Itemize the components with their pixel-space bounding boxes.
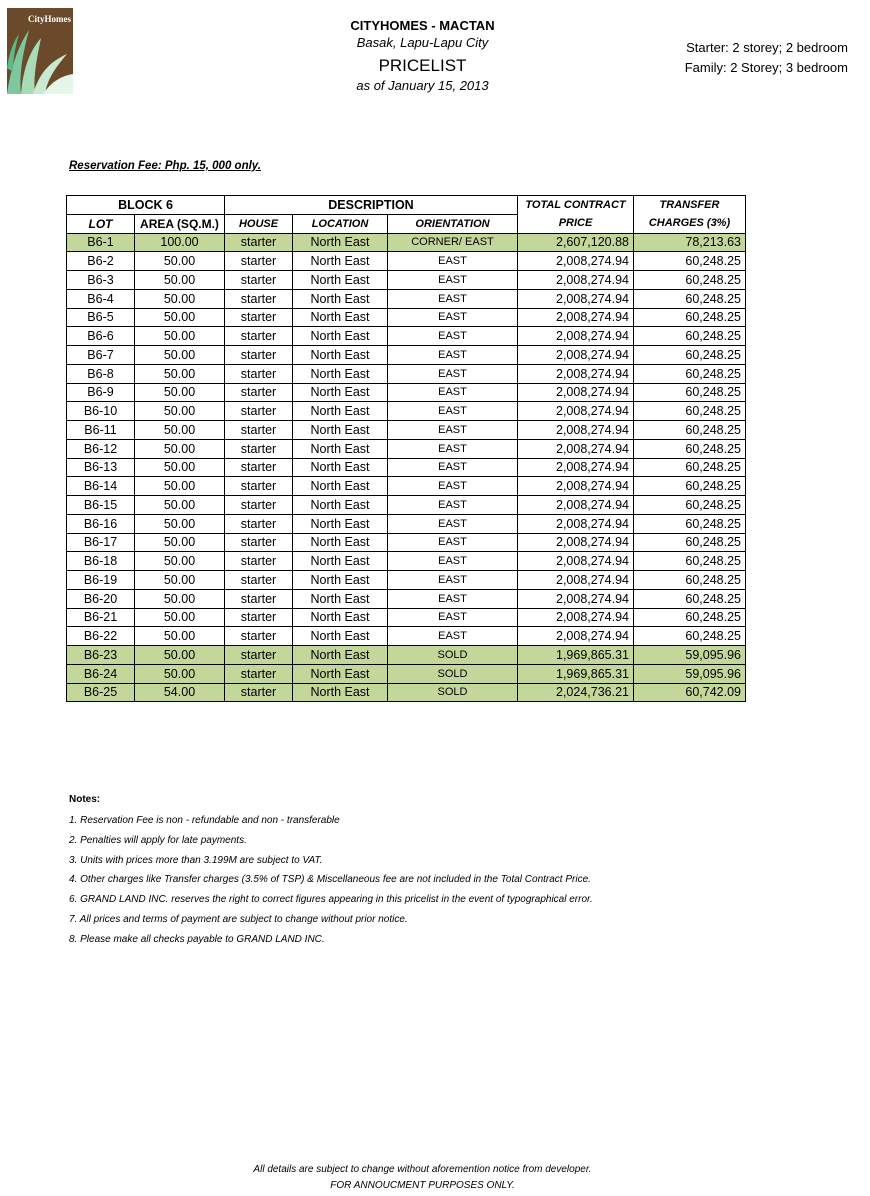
table-row xyxy=(67,421,746,440)
house-cell: starter xyxy=(225,346,293,365)
area-cell: 50.00 xyxy=(135,271,225,290)
total-contract-price-cell: 2,008,274.94 xyxy=(518,458,634,477)
transfer-charges-cell: 60,248.25 xyxy=(634,552,746,571)
lot-cell: B6-6 xyxy=(67,327,135,346)
orientation-cell: EAST xyxy=(388,289,518,308)
pricelist-table xyxy=(66,195,746,702)
table-row xyxy=(67,252,746,271)
house-cell: starter xyxy=(225,552,293,571)
reservation-fee: Reservation Fee: Php. 15, 000 only. xyxy=(69,160,261,172)
lot-cell: B6-20 xyxy=(67,589,135,608)
orientation-cell: EAST xyxy=(388,271,518,290)
company-name: CITYHOMES - MACTAN xyxy=(350,18,495,33)
house-cell: starter xyxy=(225,402,293,421)
area-cell: 50.00 xyxy=(135,627,225,646)
orientation-cell: EAST xyxy=(388,571,518,590)
total-contract-price-cell: 2,008,274.94 xyxy=(518,308,634,327)
orientation-cell: SOLD xyxy=(388,646,518,665)
orientation-cell: EAST xyxy=(388,346,518,365)
house-cell: starter xyxy=(225,683,293,702)
table-body xyxy=(67,233,746,702)
house-cell: starter xyxy=(225,439,293,458)
table-row xyxy=(67,627,746,646)
total-contract-price-cell: 2,607,120.88 xyxy=(518,233,634,252)
lot-cell: B6-3 xyxy=(67,271,135,290)
tcp-header-line-1: TOTAL CONTRACT xyxy=(525,199,626,212)
total-contract-price-cell: 1,969,865.31 xyxy=(518,646,634,665)
orientation-cell: EAST xyxy=(388,364,518,383)
col-location: LOCATION xyxy=(293,214,388,233)
transfer-charges-cell: 60,248.25 xyxy=(634,477,746,496)
lot-cell: B6-21 xyxy=(67,608,135,627)
lot-cell: B6-15 xyxy=(67,496,135,515)
area-cell: 50.00 xyxy=(135,533,225,552)
lot-cell: B6-4 xyxy=(67,289,135,308)
table-row xyxy=(67,608,746,627)
note-item: 6. GRAND LAND INC. reserves the right to correct figures appearing in this pricelist in the event of typographical error. xyxy=(69,894,593,906)
pricelist-date: as of January 15, 2013 xyxy=(356,78,489,93)
table-group-header-row xyxy=(67,196,746,215)
lot-cell: B6-19 xyxy=(67,571,135,590)
house-cell: starter xyxy=(225,252,293,271)
house-cell: starter xyxy=(225,646,293,665)
area-cell: 50.00 xyxy=(135,383,225,402)
table-row xyxy=(67,458,746,477)
area-cell: 100.00 xyxy=(135,233,225,252)
total-contract-price-cell: 2,008,274.94 xyxy=(518,571,634,590)
house-cell: starter xyxy=(225,477,293,496)
orientation-cell: EAST xyxy=(388,252,518,271)
area-cell: 50.00 xyxy=(135,364,225,383)
transfer-charges-cell: 60,248.25 xyxy=(634,608,746,627)
area-cell: 54.00 xyxy=(135,683,225,702)
total-contract-price-cell: 2,024,736.21 xyxy=(518,683,634,702)
total-contract-price-cell: 2,008,274.94 xyxy=(518,364,634,383)
house-cell: starter xyxy=(225,608,293,627)
area-cell: 50.00 xyxy=(135,327,225,346)
table-row xyxy=(67,533,746,552)
orientation-cell: EAST xyxy=(388,383,518,402)
transfer-charges-cell: 60,248.25 xyxy=(634,402,746,421)
total-contract-price-cell: 2,008,274.94 xyxy=(518,327,634,346)
table-row xyxy=(67,439,746,458)
area-cell: 50.00 xyxy=(135,514,225,533)
table-row xyxy=(67,327,746,346)
footer xyxy=(0,1162,845,1194)
table-row xyxy=(67,289,746,308)
house-types xyxy=(685,38,848,78)
table-row xyxy=(67,571,746,590)
tcp-header-line-2: PRICE xyxy=(558,217,593,230)
table-row xyxy=(67,646,746,665)
orientation-cell: EAST xyxy=(388,627,518,646)
transfer-charges-cell: 60,248.25 xyxy=(634,364,746,383)
total-contract-price-header xyxy=(518,196,634,234)
transfer-charges-cell: 60,248.25 xyxy=(634,571,746,590)
location-cell: North East xyxy=(293,289,388,308)
house-cell: starter xyxy=(225,458,293,477)
location-cell: North East xyxy=(293,308,388,327)
location-cell: North East xyxy=(293,477,388,496)
lot-cell: B6-14 xyxy=(67,477,135,496)
orientation-cell: SOLD xyxy=(388,664,518,683)
table-row xyxy=(67,308,746,327)
note-item: 1. Reservation Fee is non - refundable and non - transferable xyxy=(69,815,340,826)
table-row xyxy=(67,514,746,533)
location-cell: North East xyxy=(293,571,388,590)
total-contract-price-cell: 2,008,274.94 xyxy=(518,252,634,271)
transfer-charges-cell: 60,248.25 xyxy=(634,308,746,327)
area-cell: 50.00 xyxy=(135,589,225,608)
table-row xyxy=(67,383,746,402)
house-cell: starter xyxy=(225,514,293,533)
house-cell: starter xyxy=(225,627,293,646)
orientation-cell: EAST xyxy=(388,514,518,533)
table-row xyxy=(67,496,746,515)
table-row xyxy=(67,589,746,608)
orientation-cell: EAST xyxy=(388,608,518,627)
house-type-starter: Starter: 2 storey; 2 bedroom xyxy=(686,40,848,55)
note-item: 7. All prices and terms of payment are subject to change without prior notice. xyxy=(69,913,408,925)
footer-announcement: FOR ANNOUCMENT PURPOSES ONLY. xyxy=(330,1180,515,1191)
table-row xyxy=(67,364,746,383)
location-cell: North East xyxy=(293,458,388,477)
note-item: 2. Penalties will apply for late payments. xyxy=(69,834,247,846)
page-title: PRICELIST xyxy=(378,56,467,75)
note-item: 8. Please make all checks payable to GRAND LAND INC. xyxy=(69,933,325,945)
table-row xyxy=(67,271,746,290)
house-cell: starter xyxy=(225,308,293,327)
orientation-cell: SOLD xyxy=(388,683,518,702)
table-row xyxy=(67,233,746,252)
transfer-charges-cell: 60,248.25 xyxy=(634,383,746,402)
company-address: Basak, Lapu-Lapu City xyxy=(356,35,489,50)
logo-brand-text: CityHomes xyxy=(28,14,71,24)
transfer-charges-cell: 60,248.25 xyxy=(634,514,746,533)
transfer-header-line-1: TRANSFER xyxy=(659,199,720,212)
lot-cell: B6-25 xyxy=(67,683,135,702)
total-contract-price-cell: 2,008,274.94 xyxy=(518,346,634,365)
lot-cell: B6-17 xyxy=(67,533,135,552)
location-cell: North East xyxy=(293,627,388,646)
orientation-cell: EAST xyxy=(388,552,518,571)
note-item: 3. Units with prices more than 3.199M are subject to VAT. xyxy=(69,854,323,866)
col-orientation: ORIENTATION xyxy=(388,214,518,233)
transfer-charges-cell: 60,248.25 xyxy=(634,589,746,608)
lot-cell: B6-22 xyxy=(67,627,135,646)
location-cell: North East xyxy=(293,514,388,533)
transfer-charges-cell: 59,095.96 xyxy=(634,664,746,683)
lot-cell: B6-16 xyxy=(67,514,135,533)
total-contract-price-cell: 2,008,274.94 xyxy=(518,589,634,608)
area-cell: 50.00 xyxy=(135,421,225,440)
total-contract-price-cell: 2,008,274.94 xyxy=(518,383,634,402)
transfer-charges-cell: 60,248.25 xyxy=(634,271,746,290)
location-cell: North East xyxy=(293,608,388,627)
total-contract-price-cell: 2,008,274.94 xyxy=(518,477,634,496)
col-house: HOUSE xyxy=(225,214,293,233)
orientation-cell: EAST xyxy=(388,402,518,421)
area-cell: 50.00 xyxy=(135,552,225,571)
total-contract-price-cell: 2,008,274.94 xyxy=(518,289,634,308)
notes-title: Notes: xyxy=(69,794,101,805)
location-cell: North East xyxy=(293,327,388,346)
house-cell: starter xyxy=(225,589,293,608)
house-cell: starter xyxy=(225,233,293,252)
transfer-charges-header xyxy=(634,196,746,234)
location-cell: North East xyxy=(293,252,388,271)
total-contract-price-cell: 2,008,274.94 xyxy=(518,402,634,421)
total-contract-price-cell: 2,008,274.94 xyxy=(518,439,634,458)
location-cell: North East xyxy=(293,496,388,515)
total-contract-price-cell: 2,008,274.94 xyxy=(518,496,634,515)
area-cell: 50.00 xyxy=(135,646,225,665)
area-cell: 50.00 xyxy=(135,289,225,308)
transfer-header-line-2: CHARGES (3%) xyxy=(648,217,731,230)
total-contract-price-cell: 1,969,865.31 xyxy=(518,664,634,683)
lot-cell: B6-24 xyxy=(67,664,135,683)
house-cell: starter xyxy=(225,571,293,590)
area-cell: 50.00 xyxy=(135,308,225,327)
house-cell: starter xyxy=(225,383,293,402)
lot-cell: B6-1 xyxy=(67,233,135,252)
location-cell: North East xyxy=(293,346,388,365)
orientation-cell: EAST xyxy=(388,439,518,458)
total-contract-price-cell: 2,008,274.94 xyxy=(518,421,634,440)
orientation-cell: EAST xyxy=(388,477,518,496)
total-contract-price-cell: 2,008,274.94 xyxy=(518,608,634,627)
area-cell: 50.00 xyxy=(135,402,225,421)
area-cell: 50.00 xyxy=(135,608,225,627)
total-contract-price-cell: 2,008,274.94 xyxy=(518,627,634,646)
orientation-cell: CORNER/ EAST xyxy=(388,233,518,252)
area-cell: 50.00 xyxy=(135,439,225,458)
location-cell: North East xyxy=(293,402,388,421)
location-cell: North East xyxy=(293,683,388,702)
area-cell: 50.00 xyxy=(135,458,225,477)
col-area: AREA (SQ.M.) xyxy=(135,214,225,233)
transfer-charges-cell: 60,248.25 xyxy=(634,533,746,552)
location-cell: North East xyxy=(293,233,388,252)
lot-cell: B6-10 xyxy=(67,402,135,421)
table-row xyxy=(67,346,746,365)
transfer-charges-cell: 60,248.25 xyxy=(634,346,746,365)
table-row xyxy=(67,552,746,571)
transfer-charges-cell: 60,248.25 xyxy=(634,627,746,646)
total-contract-price-cell: 2,008,274.94 xyxy=(518,514,634,533)
footer-disclaimer: All details are subject to change without aforemention notice from developer. xyxy=(253,1164,592,1175)
house-cell: starter xyxy=(225,533,293,552)
transfer-charges-cell: 60,742.09 xyxy=(634,683,746,702)
area-cell: 50.00 xyxy=(135,664,225,683)
house-type-family: Family: 2 Storey; 3 bedroom xyxy=(684,60,848,75)
location-cell: North East xyxy=(293,533,388,552)
transfer-charges-cell: 59,095.96 xyxy=(634,646,746,665)
lot-cell: B6-5 xyxy=(67,308,135,327)
lot-cell: B6-9 xyxy=(67,383,135,402)
orientation-cell: EAST xyxy=(388,496,518,515)
location-cell: North East xyxy=(293,439,388,458)
description-header: DESCRIPTION xyxy=(225,196,518,215)
table-row xyxy=(67,683,746,702)
transfer-charges-cell: 60,248.25 xyxy=(634,496,746,515)
location-cell: North East xyxy=(293,383,388,402)
block-header: BLOCK 6 xyxy=(67,196,225,215)
lot-cell: B6-12 xyxy=(67,439,135,458)
orientation-cell: EAST xyxy=(388,589,518,608)
lot-cell: B6-13 xyxy=(67,458,135,477)
transfer-charges-cell: 60,248.25 xyxy=(634,458,746,477)
orientation-cell: EAST xyxy=(388,308,518,327)
transfer-charges-cell: 60,248.25 xyxy=(634,439,746,458)
table-row xyxy=(67,402,746,421)
col-lot: LOT xyxy=(67,214,135,233)
lot-cell: B6-8 xyxy=(67,364,135,383)
lot-cell: B6-18 xyxy=(67,552,135,571)
house-cell: starter xyxy=(225,271,293,290)
lot-cell: B6-7 xyxy=(67,346,135,365)
table-row xyxy=(67,477,746,496)
orientation-cell: EAST xyxy=(388,533,518,552)
transfer-charges-cell: 78,213.63 xyxy=(634,233,746,252)
total-contract-price-cell: 2,008,274.94 xyxy=(518,552,634,571)
transfer-charges-cell: 60,248.25 xyxy=(634,252,746,271)
house-cell: starter xyxy=(225,327,293,346)
area-cell: 50.00 xyxy=(135,252,225,271)
orientation-cell: EAST xyxy=(388,421,518,440)
house-cell: starter xyxy=(225,496,293,515)
notes-section xyxy=(69,794,593,950)
lot-cell: B6-11 xyxy=(67,421,135,440)
house-cell: starter xyxy=(225,289,293,308)
location-cell: North East xyxy=(293,589,388,608)
table-row xyxy=(67,664,746,683)
transfer-charges-cell: 60,248.25 xyxy=(634,289,746,308)
transfer-charges-cell: 60,248.25 xyxy=(634,421,746,440)
location-cell: North East xyxy=(293,364,388,383)
area-cell: 50.00 xyxy=(135,477,225,496)
notes-list xyxy=(69,811,593,950)
orientation-cell: EAST xyxy=(388,327,518,346)
lot-cell: B6-2 xyxy=(67,252,135,271)
location-cell: North East xyxy=(293,664,388,683)
total-contract-price-cell: 2,008,274.94 xyxy=(518,271,634,290)
house-cell: starter xyxy=(225,664,293,683)
lot-cell: B6-23 xyxy=(67,646,135,665)
area-cell: 50.00 xyxy=(135,496,225,515)
house-cell: starter xyxy=(225,364,293,383)
location-cell: North East xyxy=(293,646,388,665)
note-item: 4. Other charges like Transfer charges (3.5% of TSP) & Miscellaneous fee are not included in the Total Contract Price. xyxy=(69,874,591,886)
area-cell: 50.00 xyxy=(135,346,225,365)
orientation-cell: EAST xyxy=(388,458,518,477)
location-cell: North East xyxy=(293,552,388,571)
area-cell: 50.00 xyxy=(135,571,225,590)
total-contract-price-cell: 2,008,274.94 xyxy=(518,533,634,552)
house-cell: starter xyxy=(225,421,293,440)
location-cell: North East xyxy=(293,421,388,440)
location-cell: North East xyxy=(293,271,388,290)
transfer-charges-cell: 60,248.25 xyxy=(634,327,746,346)
